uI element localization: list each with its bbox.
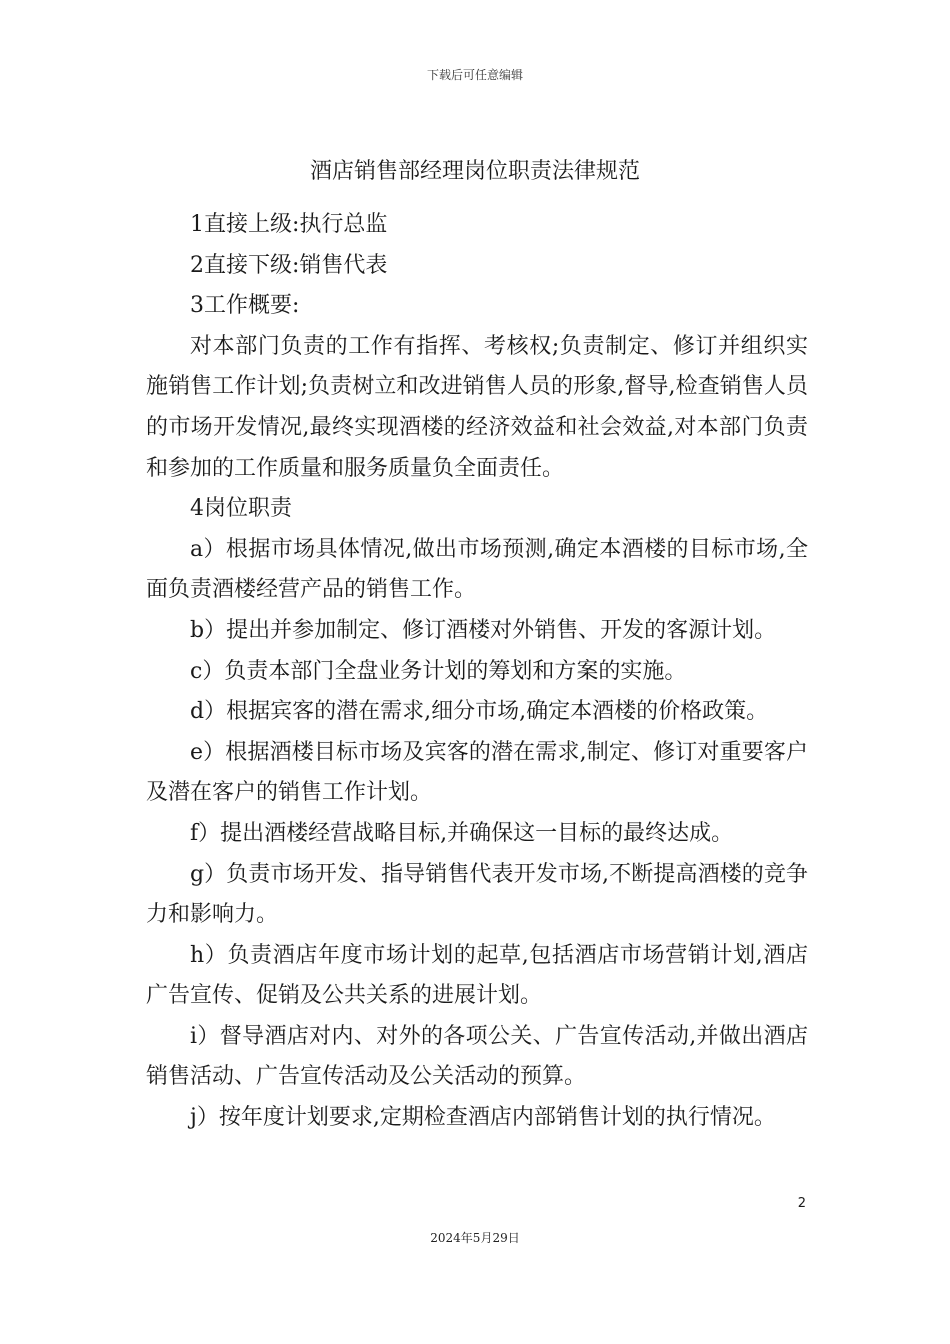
document-body bbox=[146, 205, 808, 1139]
duty-item-a: a）根据市场具体情况,做出市场预测,确定本酒楼的目标市场,全面负责酒楼经营产品的销售工作。 bbox=[146, 536, 808, 603]
document-title: 酒店销售部经理岗位职责法律规范 bbox=[309, 159, 640, 184]
header-note: 下载后可任意编辑 bbox=[426, 68, 523, 82]
footer-date: 2024年5月29日 bbox=[430, 1231, 520, 1245]
duty-item-e: e）根据酒楼目标市场及宾客的潜在需求,制定、修订对重要客户及潜在客户的销售工作计划。 bbox=[146, 739, 808, 806]
paragraph-work-overview-heading: 3工作概要: bbox=[190, 293, 300, 319]
duty-item-g: g）负责市场开发、指导销售代表开发市场,不断提高酒楼的竞争力和影响力。 bbox=[146, 861, 808, 928]
duty-item-b: b）提出并参加制定、修订酒楼对外销售、开发的客源计划。 bbox=[190, 617, 777, 643]
duty-item-j: j）按年度计划要求,定期检查酒店内部销售计划的执行情况。 bbox=[190, 1105, 776, 1131]
duty-item-d: d）根据宾客的潜在需求,细分市场,确定本酒楼的价格政策。 bbox=[190, 699, 769, 725]
duty-item-c: c）负责本部门全盘业务计划的筹划和方案的实施。 bbox=[190, 658, 687, 684]
duty-item-i: i）督导酒店对内、对外的各项公关、广告宣传活动,并做出酒店销售活动、广告宣传活动及公关活动的预算。 bbox=[146, 1023, 808, 1090]
paragraph-direct-superior: 1直接上级:执行总监 bbox=[190, 212, 388, 237]
paragraph-duties-heading: 4岗位职责 bbox=[190, 496, 292, 522]
paragraph-work-overview: 对本部门负责的工作有指挥、考核权;负责制定、修订并组织实施销售工作计划;负责树立和改进销售人员的形象,督导,检查销售人员的市场开发情况,最终实现酒楼的经济效益和社会效益,对本部门负责和参加的工作质量和服务质量负全面责任。 bbox=[146, 333, 808, 481]
duty-item-f: f）提出酒楼经营战略目标,并确保这一目标的最终达成。 bbox=[190, 820, 734, 846]
duty-item-h: h）负责酒店年度市场计划的起草,包括酒店市场营销计划,酒店广告宣传、促销及公共关系的进展计划。 bbox=[146, 942, 808, 1009]
page-number: 2 bbox=[797, 1196, 806, 1211]
paragraph-direct-subordinate: 2直接下级:销售代表 bbox=[190, 252, 388, 278]
